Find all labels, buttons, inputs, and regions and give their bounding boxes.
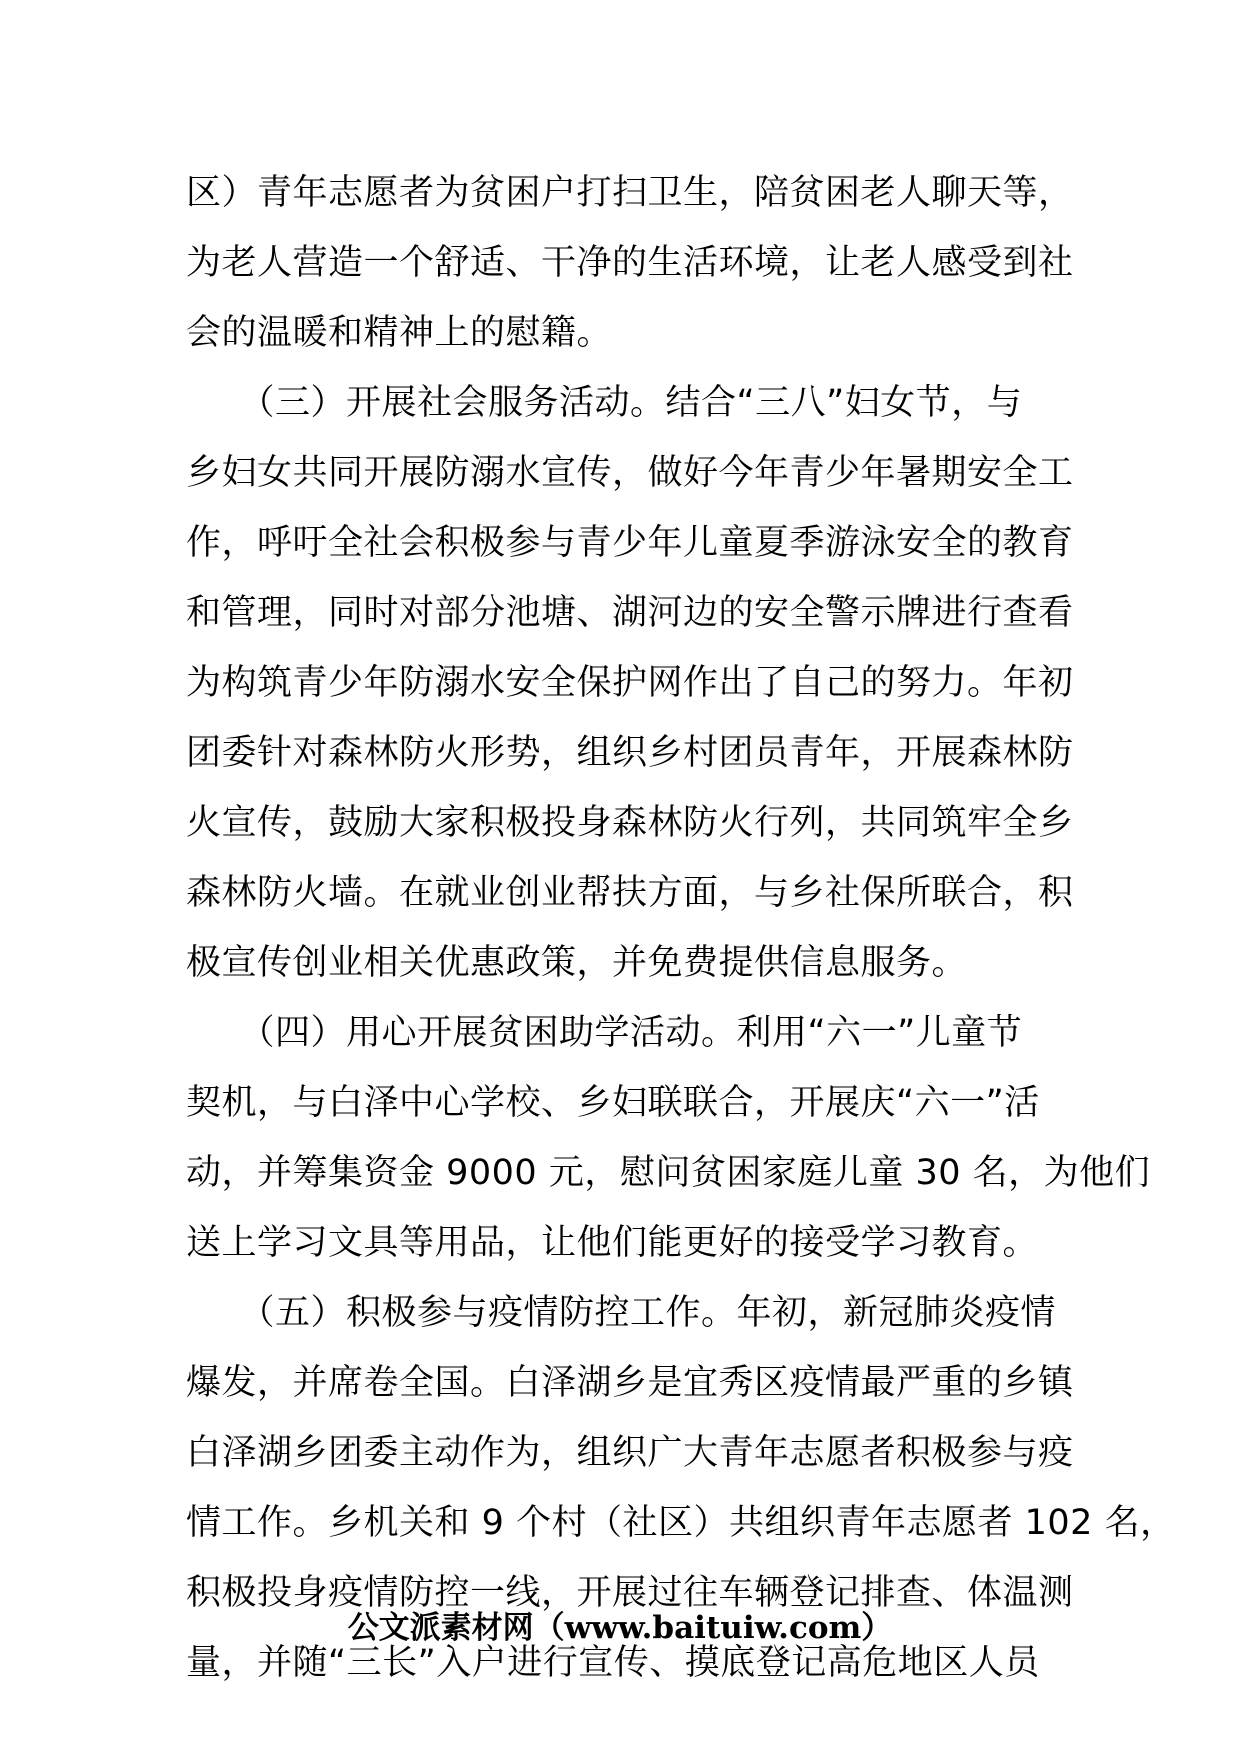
- text-line: 为构筑青少年防溺水安全保护网作出了自己的努力。年初: [186, 663, 1074, 703]
- text-line: 乡妇女共同开展防溺水宣传，做好今年青少年暑期安全工: [186, 453, 1074, 493]
- text-line: 白泽湖乡团委主动作为，组织广大青年志愿者积极参与疫: [186, 1433, 1074, 1473]
- text-line: 团委针对森林防火形势，组织乡村团员青年，开展森林防: [186, 733, 1074, 773]
- text-line: 情工作。乡机关和 9 个村（社区）共组织青年志愿者 102 名，: [186, 1503, 1176, 1543]
- text-line: 量，并随“三长”入户进行宣传、摸底登记高危地区人员: [186, 1643, 1040, 1683]
- paragraph-start-line: （五）积极参与疫情防控工作。年初，新冠肺炎疫情: [186, 1293, 1057, 1333]
- text-line: 极宣传创业相关优惠政策，并免费提供信息服务。: [186, 943, 968, 983]
- text-line: 森林防火墙。在就业创业帮扶方面，与乡社保所联合，积: [186, 873, 1074, 913]
- text-line: 动，并筹集资金 9000 元，慰问贫困家庭儿童 30 名，为他们: [186, 1153, 1151, 1193]
- text-line: 和管理，同时对部分池塘、湖河边的安全警示牌进行查看: [186, 593, 1074, 633]
- text-line: 送上学习文具等用品，让他们能更好的接受学习教育。: [186, 1223, 1039, 1263]
- text-line: 作，呼吁全社会积极参与青少年儿童夏季游泳安全的教育: [186, 523, 1074, 563]
- text-line: 火宣传，鼓励大家积极投身森林防火行列，共同筑牢全乡: [186, 803, 1074, 843]
- text-line: 积极投身疫情防控一线，开展过往车辆登记排查、体温测: [186, 1573, 1074, 1613]
- text-line: 爆发，并席卷全国。白泽湖乡是宜秀区疫情最严重的乡镇: [186, 1363, 1074, 1403]
- footer-watermark-text: 公文派素材网（www.baituiw.com）: [347, 1610, 893, 1646]
- document-body: [186, 158, 1176, 1698]
- text-line: 为老人营造一个舒适、干净的生活环境，让老人感受到社: [186, 243, 1074, 283]
- text-line: 区）青年志愿者为贫困户打扫卫生，陪贫困老人聊天等，: [186, 173, 1074, 213]
- paragraph-start-line: （三）开展社会服务活动。结合“三八”妇女节，与: [186, 383, 1023, 423]
- paragraph-start-line: （四）用心开展贫困助学活动。利用“六一”儿童节: [186, 1013, 1023, 1053]
- text-line: 会的温暖和精神上的慰籍。: [186, 313, 613, 353]
- text-line: 契机，与白泽中心学校、乡妇联联合，开展庆“六一”活: [186, 1083, 1040, 1123]
